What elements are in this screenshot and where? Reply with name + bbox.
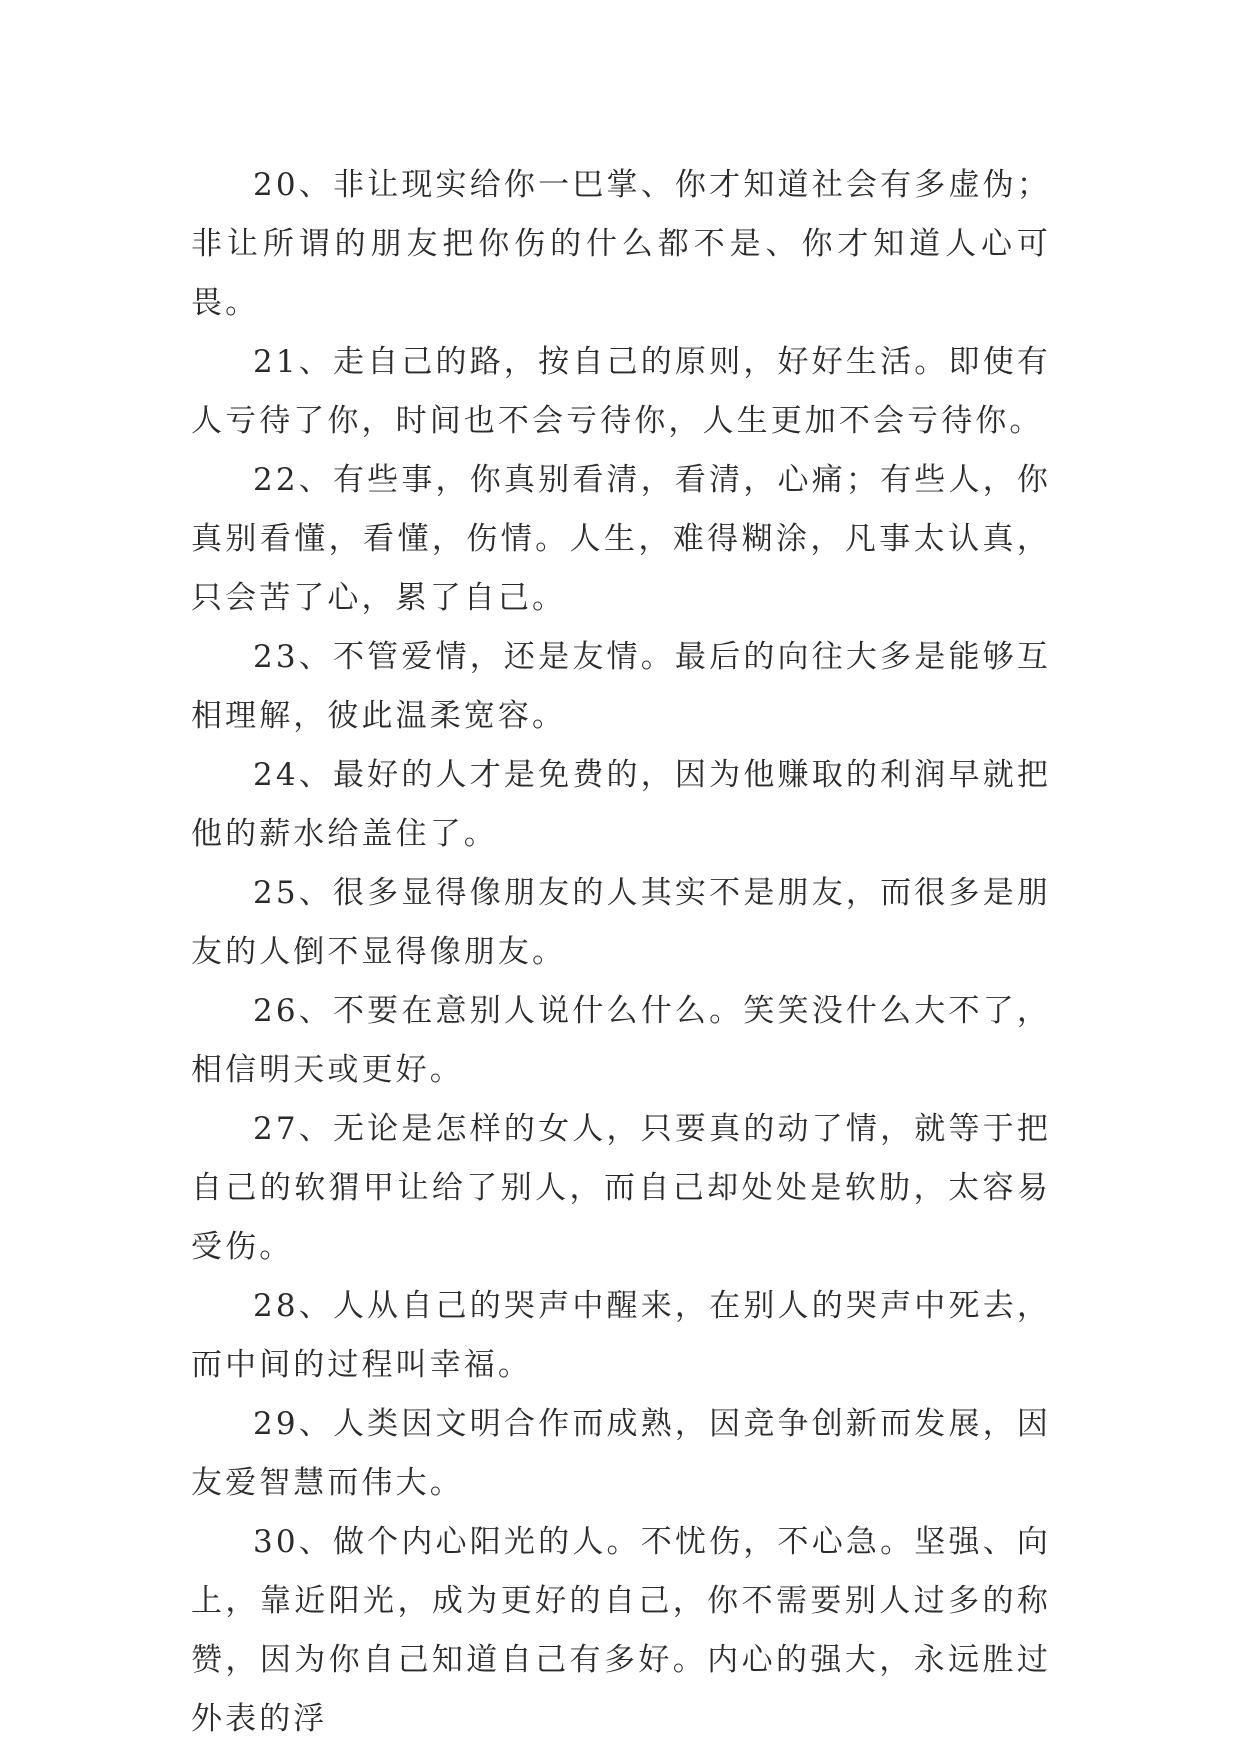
paragraph-25: 25、很多显得像朋友的人其实不是朋友，而很多是朋友的人倒不显得像朋友。 <box>191 875 1051 970</box>
paragraph-23: 23、不管爱情，还是友情。最后的向往大多是能够互相理解，彼此温柔宽容。 <box>191 639 1051 734</box>
paragraph-24: 24、最好的人才是免费的，因为他赚取的利润早就把他的薪水给盖住了。 <box>191 757 1051 852</box>
paragraph-28: 28、人从自己的哭声中醒来，在别人的哭声中死去，而中间的过程叫幸福。 <box>191 1288 1051 1383</box>
paragraph-27: 27、无论是怎样的女人，只要真的动了情，就等于把自己的软猬甲让给了别人，而自己却处处是软肋，太容易受伤。 <box>191 1111 1051 1265</box>
paragraph-21: 21、走自己的路，按自己的原则，好好生活。即使有人亏待了你，时间也不会亏待你，人生更加不会亏待你。 <box>191 344 1051 439</box>
document-body <box>191 156 1051 1749</box>
paragraph-29: 29、人类因文明合作而成熟，因竞争创新而发展，因友爱智慧而伟大。 <box>191 1406 1051 1501</box>
paragraph-26: 26、不要在意别人说什么什么。笑笑没什么大不了，相信明天或更好。 <box>191 993 1051 1088</box>
paragraph-20: 20、非让现实给你一巴掌、你才知道社会有多虚伪；非让所谓的朋友把你伤的什么都不是、你才知道人心可畏。 <box>191 167 1051 321</box>
paragraph-22: 22、有些事，你真别看清，看清，心痛；有些人，你真别看懂，看懂，伤情。人生，难得糊涂，凡事太认真，只会苦了心，累了自己。 <box>191 462 1051 616</box>
paragraph-30: 30、做个内心阳光的人。不忧伤，不心急。坚强、向上，靠近阳光，成为更好的自己，你不需要别人过多的称赞，因为你自己知道自己有多好。内心的强大，永远胜过外表的浮 <box>191 1524 1051 1737</box>
